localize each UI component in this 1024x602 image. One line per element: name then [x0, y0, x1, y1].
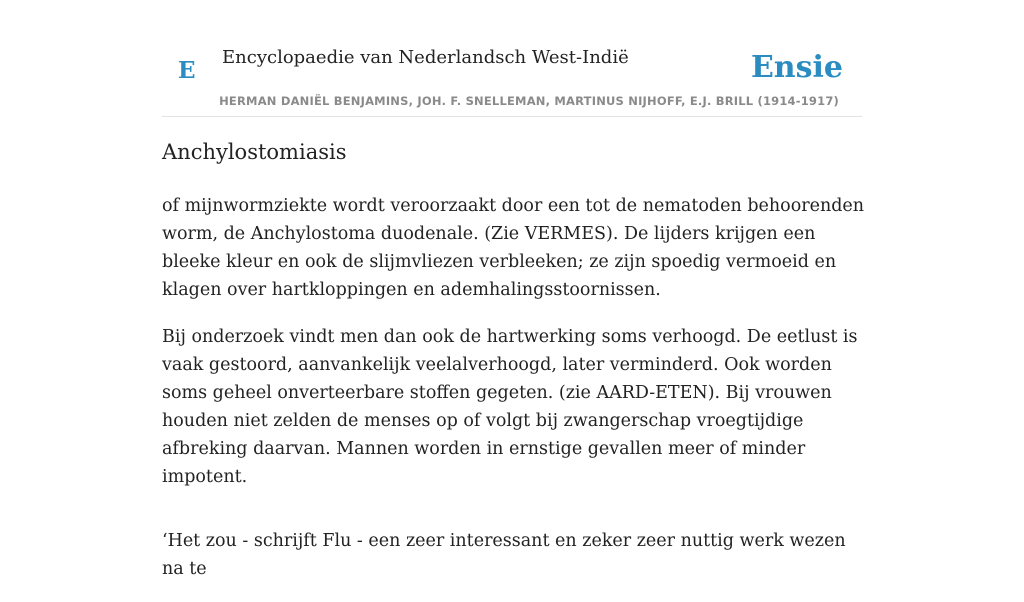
site-title[interactable]: Encyclopaedie van Nederlandsch West-Indië — [222, 47, 629, 68]
logo-icon[interactable]: E — [178, 57, 196, 84]
site-header — [162, 40, 862, 117]
byline: HERMAN DANIËL BENJAMINS, JOH. F. SNELLEMAN, MARTINUS NIJHOFF, E.J. BRILL (1914-1917) — [219, 94, 839, 108]
page-title: Anchylostomiasis — [162, 140, 347, 164]
ensie-brand-link[interactable]: Ensie — [750, 50, 843, 85]
article-paragraph: ‘Het zou - schrijft Flu - een zeer interessant en zeker zeer nuttig werk wezen na te — [162, 531, 846, 579]
article-paragraph: Bij onderzoek vindt men dan ook de hartwerking soms verhoogd. De eetlust is vaak gestoord, aanvankelijk veelalverhoogd, later verminderd. Ook worden soms geheel onverteerbare stoffen gegeten. (zie AARD-ETEN). Bij vrouwen houden niet zelden de menses op of volgt bij zwangerschap vroegtijdige afbreking daarvan. Mannen worden in ernstige gevallen meer of minder impotent. — [162, 327, 858, 487]
article-body — [162, 192, 872, 602]
article-paragraph: of mijnwormziekte wordt veroorzaakt door een tot de nematoden behoorenden worm, de Anchylostoma duodenale. (Zie VERMES). De lijders krijgen een bleeke kleur en ook de slijmvliezen verbleeken; ze zijn spoedig vermoeid en klagen over hartkloppingen en ademhalingsstoornissen. — [162, 196, 865, 300]
